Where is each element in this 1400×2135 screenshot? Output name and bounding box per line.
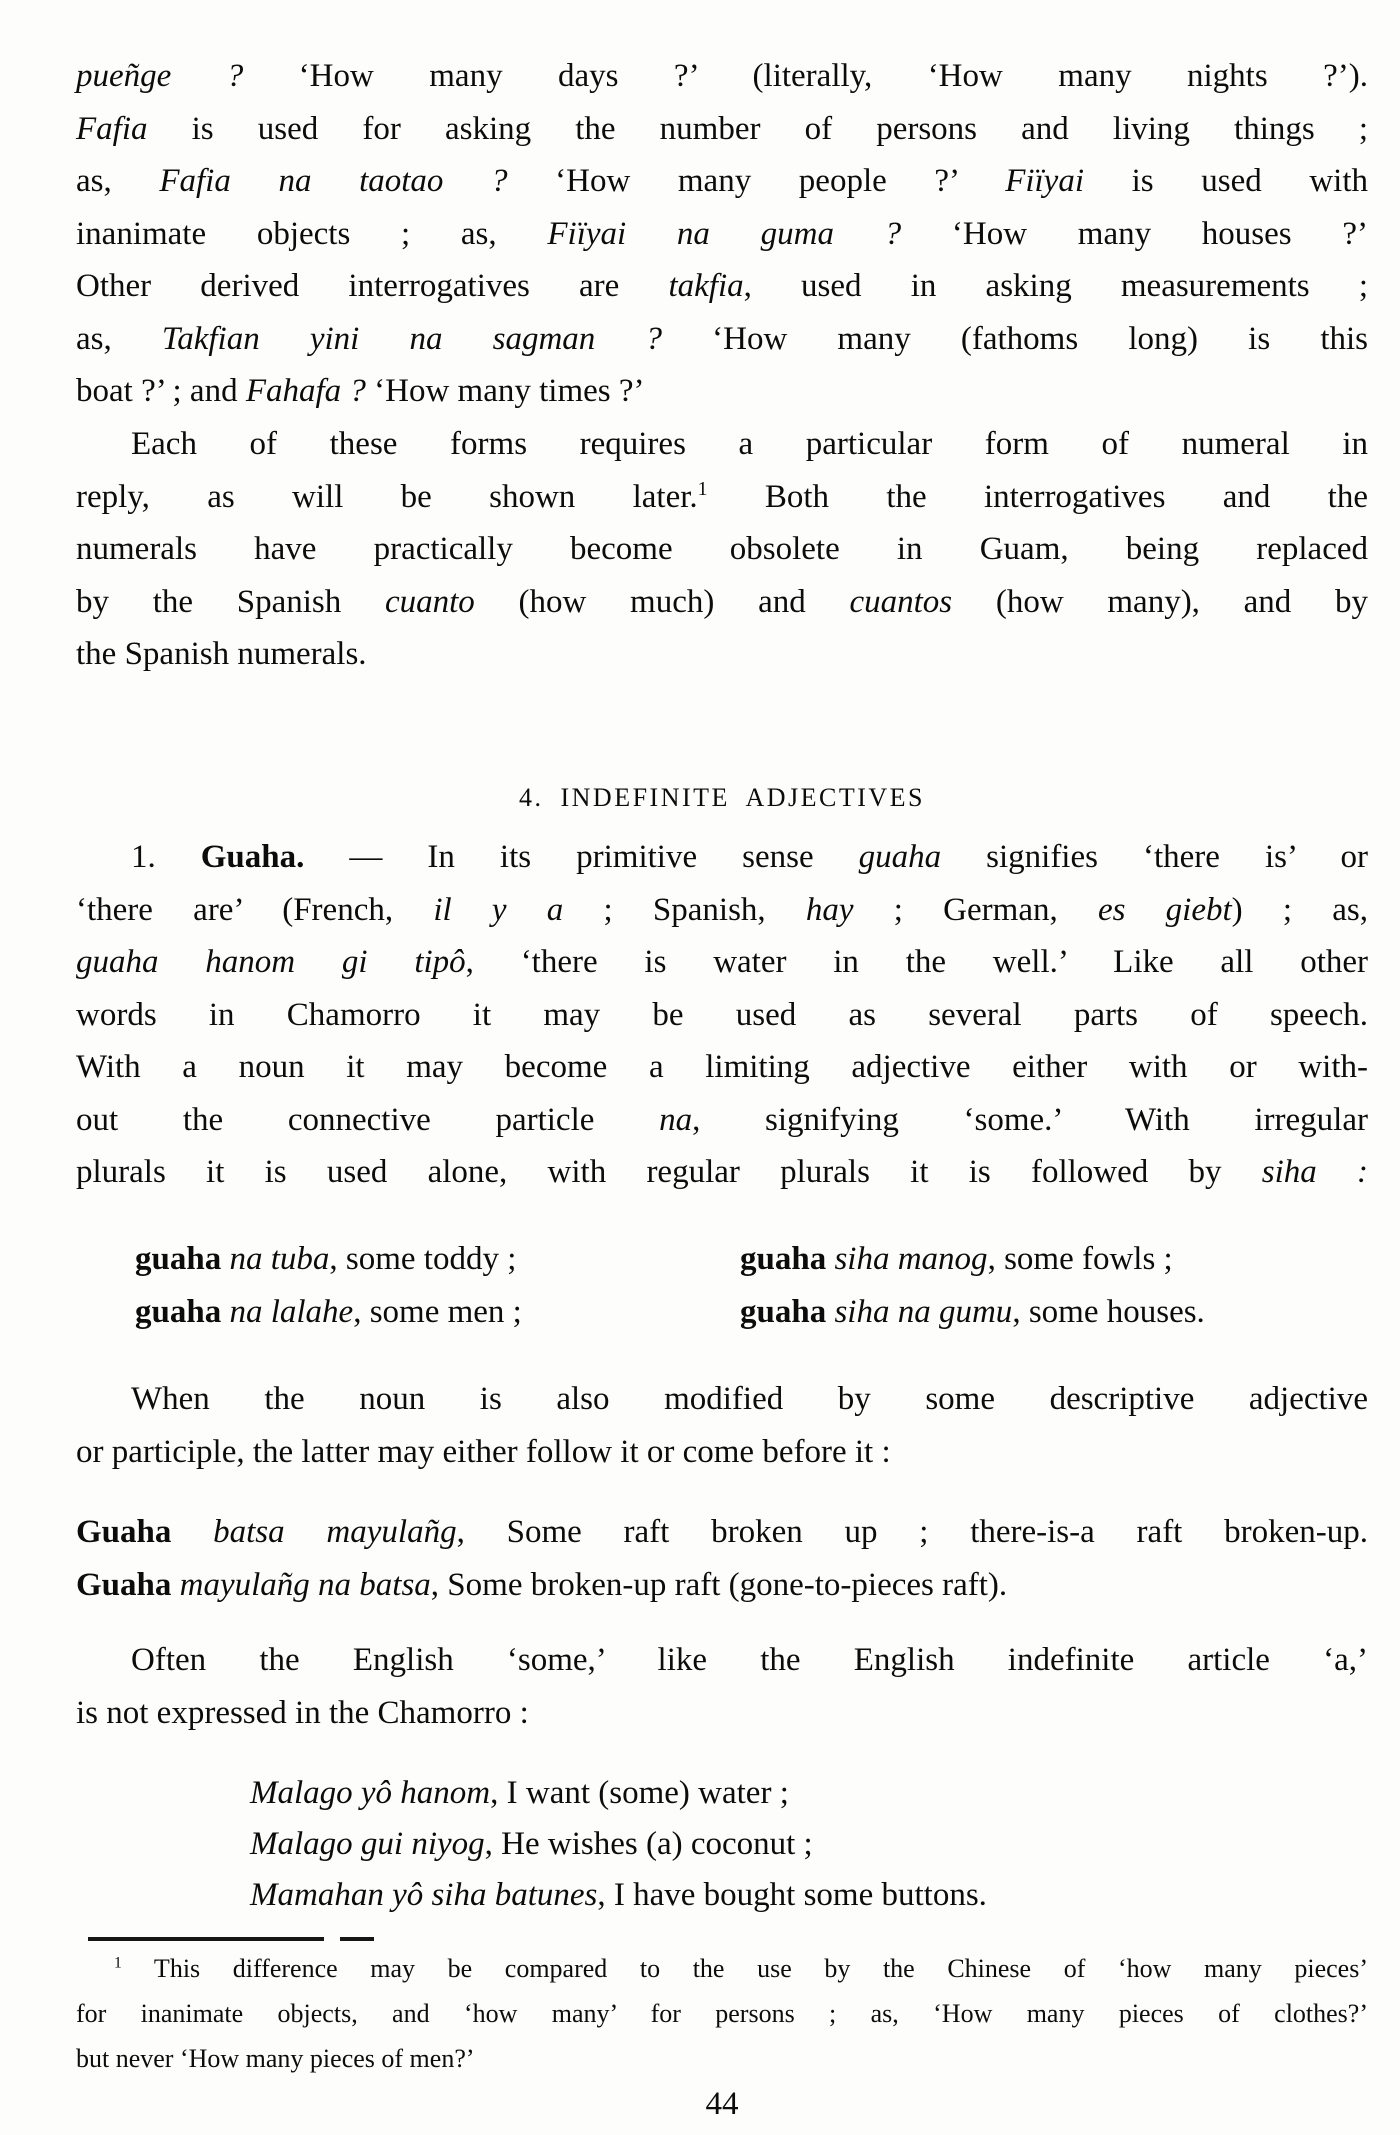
text-segment: out the connective particle [76, 1101, 660, 1138]
text-line [76, 471, 1368, 524]
examples-malago [76, 1768, 1368, 1921]
text-segment: guaha [135, 1294, 222, 1330]
section-heading: 4. INDEFINITE ADJECTIVES [518, 783, 926, 812]
text-segment: , Some raft broken up ; there-is-a raft broken-up. [456, 1514, 1368, 1550]
text-segment: , I want (some) water ; [490, 1775, 789, 1811]
text-segment: na tuba [221, 1241, 330, 1277]
text-line [76, 103, 1368, 156]
text-segment: for inanimate objects, and ‘how many’ for persons ; as, ‘How many pieces of clothes?’ [76, 1999, 1368, 2028]
text-segment: hay [805, 891, 854, 928]
text-segment: , I have bought some buttons. [597, 1877, 987, 1913]
text-segment: , some houses. [1012, 1294, 1205, 1330]
text-line [76, 260, 1368, 313]
text-segment: but never ‘How many pieces of men?’ [76, 2044, 475, 2073]
text-line [250, 1768, 1368, 1819]
text-segment: ‘How many houses ?’ [901, 215, 1368, 252]
paragraph-guaha [76, 831, 1368, 1199]
footnote [76, 1946, 1368, 2081]
text-segment: Mamahan yô siha batunes [250, 1877, 598, 1913]
text-line [76, 208, 1368, 261]
text-segment: (how many), and by [952, 583, 1369, 620]
text-segment: pueñge ? [76, 58, 244, 94]
text-line [76, 884, 1368, 937]
text-line [76, 523, 1368, 576]
text-segment: 1. [131, 839, 201, 875]
text-segment: Fiïyai [1005, 163, 1084, 199]
text-segment: guaha [858, 839, 942, 875]
text-segment: the Spanish numerals. [76, 636, 367, 672]
text-line [76, 1373, 1368, 1426]
text-segment: takfia [668, 268, 744, 304]
text-segment: guaha [740, 1241, 827, 1277]
text-line [76, 1991, 1368, 2036]
text-line [76, 1506, 1368, 1559]
text-line [135, 1233, 695, 1286]
text-line [135, 1286, 695, 1339]
text-segment: Each of these forms requires a particular form of numeral in [131, 426, 1368, 462]
separator-line-short [340, 1937, 374, 1941]
examples-raft [76, 1506, 1368, 1611]
text-line [250, 1819, 1368, 1870]
text-segment: words in Chamorro it may be used as several parts of speech. [76, 996, 1368, 1033]
text-segment: by the Spanish [76, 583, 385, 620]
text-segment: , some men ; [353, 1294, 522, 1330]
text-line [76, 313, 1368, 366]
text-segment: Guaha [76, 1514, 172, 1550]
text-segment: , signifying ‘some.’ With irregular [692, 1101, 1368, 1138]
text-line [76, 1426, 1368, 1479]
text-line [76, 831, 1368, 884]
text-segment: Fafia na taotao ? [159, 163, 508, 199]
text-segment: batsa mayulañg [171, 1514, 457, 1550]
footnote-ref: 1 [114, 1954, 122, 1972]
text-segment: Fiïyai na guma ? [547, 215, 902, 252]
text-segment: Both the interrogatives and the [707, 478, 1368, 515]
text-segment: , He wishes (a) coconut ; [484, 1826, 813, 1862]
text-segment: With a noun it may become a limiting adjective either with or with- [76, 1049, 1368, 1085]
text-line [250, 1870, 1368, 1921]
text-line [76, 1041, 1368, 1094]
text-segment: plurals it is used alone, with regular plurals it is followed by [76, 1154, 1262, 1190]
text-segment: , Some broken-up raft (gone-to-pieces raft). [430, 1566, 1008, 1603]
text-segment: Takfian yini na sagman ? [161, 320, 662, 357]
text-segment: ; German, [853, 891, 1098, 928]
text-line [76, 1559, 1368, 1612]
text-segment: Guaha [76, 1566, 172, 1603]
text-segment: ‘How many days ?’ (literally, ‘How many nights ?’). [243, 58, 1369, 94]
paragraph-often-some [76, 1634, 1368, 1739]
text-segment: Guaha. [200, 839, 305, 875]
text-segment: guaha [135, 1241, 222, 1277]
text-segment: When the noun is also modified by some descriptive adjective [131, 1381, 1368, 1417]
examples-guaha-left-column [135, 1233, 695, 1339]
text-line [76, 1946, 1368, 1991]
text-line [76, 2036, 1368, 2081]
text-segment: Malago gui niyog [250, 1826, 485, 1862]
text-segment: This difference may be compared to the use by the Chinese of ‘how many pieces’ [121, 1954, 1368, 1983]
paragraph-modified-noun [76, 1373, 1368, 1478]
paragraph-numeral-forms [76, 418, 1368, 681]
text-segment: siha na gumu [826, 1294, 1013, 1330]
text-segment: siha manog [826, 1241, 988, 1277]
text-segment: es giebt [1097, 891, 1232, 928]
text-line [740, 1286, 1368, 1339]
text-segment: siha : [1261, 1154, 1368, 1190]
text-segment: guaha [740, 1294, 827, 1330]
text-line [76, 418, 1368, 471]
separator-line-long [88, 1937, 324, 1941]
examples-guaha-right-column [740, 1233, 1368, 1339]
text-segment: is used with [1084, 163, 1368, 199]
text-segment: boat ?’ ; and [76, 373, 246, 409]
footnote-separator [88, 1937, 374, 1941]
text-segment: ) ; as, [1231, 891, 1369, 928]
text-segment: cuanto [384, 583, 475, 620]
text-line [76, 936, 1368, 989]
text-segment: as, [76, 320, 162, 357]
text-segment: Often the English ‘some,’ like the English indefinite article ‘a,’ [131, 1642, 1368, 1678]
text-segment: ; Spanish, [563, 891, 806, 928]
text-line [76, 1094, 1368, 1147]
text-segment: numerals have practically become obsolete in Guam, being replaced [76, 531, 1368, 567]
text-segment: signifies ‘there is’ or [941, 839, 1368, 875]
text-segment: , some toddy ; [329, 1241, 517, 1277]
text-segment: is used for asking the number of persons and living things ; [147, 110, 1368, 147]
text-segment: reply, as will be shown later. [76, 478, 698, 515]
text-line [76, 628, 1368, 681]
footnote-ref: 1 [697, 477, 708, 500]
text-segment: , some fowls ; [987, 1241, 1173, 1277]
text-segment: , used in asking measurements ; [743, 268, 1368, 304]
text-line [76, 989, 1368, 1042]
text-segment: na [659, 1101, 693, 1138]
text-segment: ‘How many (fathoms long) is this [661, 320, 1368, 357]
text-segment: is not expressed in the Chamorro : [76, 1694, 529, 1731]
page-number: 44 [705, 2086, 739, 2122]
text-segment: — In its primitive sense [304, 839, 859, 875]
text-segment: mayulañg na batsa [171, 1566, 431, 1603]
text-line [76, 50, 1368, 103]
text-segment: Fafia [76, 110, 148, 147]
text-segment: il y a [433, 891, 564, 928]
text-segment: , ‘there is water in the well.’ Like all other [465, 944, 1368, 980]
text-segment: na lalahe [221, 1294, 354, 1330]
text-segment: Fahafa ? [245, 373, 366, 409]
text-line [76, 1687, 1368, 1740]
text-line [76, 365, 1368, 418]
text-segment: Other derived interrogatives are [76, 268, 669, 304]
text-segment: ‘there are’ (French, [76, 891, 434, 928]
text-line [76, 576, 1368, 629]
text-segment: Malago yô hanom [250, 1775, 491, 1811]
text-line [76, 1146, 1368, 1199]
text-line [740, 1233, 1368, 1286]
text-segment: ‘How many times ?’ [365, 373, 645, 409]
text-line [76, 155, 1368, 208]
text-segment: (how much) and [474, 583, 850, 620]
text-line [76, 1634, 1368, 1687]
text-segment: or participle, the latter may either follow it or come before it : [76, 1433, 891, 1470]
text-segment: inanimate objects ; as, [76, 215, 548, 252]
text-segment: ‘How many people ?’ [507, 163, 1006, 199]
paragraph-interrogatives [76, 50, 1368, 418]
text-segment: guaha hanom gi tipô [76, 944, 466, 980]
text-segment: cuantos [849, 583, 953, 620]
text-segment: as, [76, 163, 160, 199]
